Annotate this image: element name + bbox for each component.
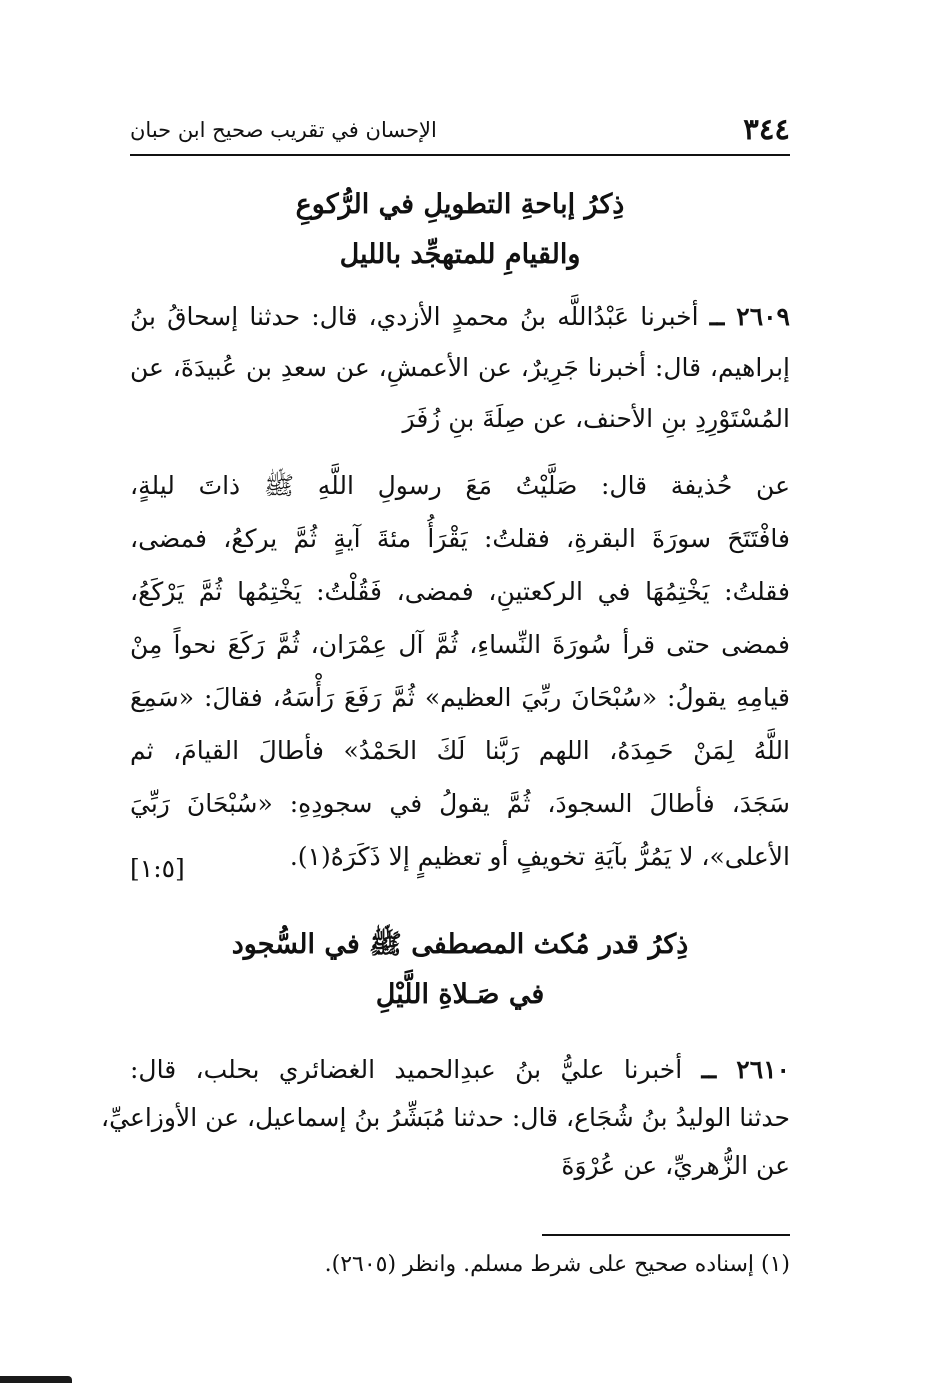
matn-line: فمضى حتى قرأ سُورَةَ النِّساءِ، ثُمَّ آل عِمْرَان، ثُمَّ رَكَعَ نحواً مِنْ: [130, 630, 790, 659]
hadith-number: ٢٦١٠ ــ: [701, 1055, 790, 1084]
book-title: الإحسان في تقريب صحيح ابن حبان: [130, 118, 437, 142]
footnote-rule: [542, 1234, 790, 1236]
chapter-heading-line: في صَـلاةِ اللَّيْلِ: [375, 979, 545, 1010]
matn-line: فافْتَتَحَ سورَةَ البقرةِ، فقلتُ: يَقْرَأُ مئةَ آيةٍ ثُمَّ يركعُ، فمضى،: [130, 524, 790, 553]
matn-line: اللَّهُ لِمَنْ حَمِدَهُ، اللهم رَبَّنا لَكَ الحَمْدُ» فأطالَ القيامَ، ثم: [130, 736, 790, 765]
running-header: [130, 108, 790, 156]
chain-line: حدثنا الوليدُ بنُ شُجَاع، قال: حدثنا مُبَشِّرُ بنُ إسماعيل، عن الأوزاعيِّ،: [101, 1103, 790, 1132]
chain-line: المُسْتَوْرِدِ بنِ الأحنف، عن صِلَةَ بنِ زُفَرَ: [402, 404, 790, 433]
matn-line: قيامِهِ يقولُ: «سُبْحَانَ ربِّيَ العظيم» ثُمَّ رَفَعَ رَأْسَهُ، فقالَ: «سَمِعَ: [130, 683, 790, 712]
scan-edge-mark: [0, 1376, 72, 1383]
matn-line: الأعلى»، لا يَمُرُّ بآيَةِ تخويفٍ أو تعظيمٍ إلا ذَكَرَهُ(١).: [289, 842, 790, 871]
chapter-heading-1: [130, 180, 790, 280]
chapter-heading-line: والقيامِ للمتهجِّد بالليل: [339, 239, 581, 270]
chapter-heading-line: ذِكرُ إباحةِ التطويلِ في الرُّكوعِ: [295, 189, 625, 220]
source-reference: [١:٥]: [130, 854, 185, 883]
chain-line: عن الزُّهريِّ، عن عُرْوَةَ: [561, 1151, 790, 1180]
chain-text: أخبرنا عليُّ بنُ عبدِالحميد الغضائري بحلب، قال:: [130, 1055, 683, 1084]
chain-line: إبراهيم، قال: أخبرنا جَرِيرٌ، عن الأعمشِ، عن سعدِ بن عُبيدَةَ، عن: [130, 353, 790, 382]
hadith-number: ٢٦٠٩ ــ: [709, 302, 790, 331]
chain-line: [130, 1046, 790, 1094]
hadith-2609-chain: [130, 291, 790, 444]
hadith-2610-chain: [101, 1046, 790, 1190]
page-number: ٣٤٤: [743, 112, 790, 146]
header-rule: [130, 154, 790, 156]
chain-text: أخبرنا عَبْدُاللَّه بنُ محمدٍ الأزدي، قال: حدثنا إسحاقُ بنُ: [130, 302, 699, 331]
chain-line: [130, 291, 790, 342]
matn-line: سَجَدَ، فأطالَ السجودَ، ثُمَّ يقولُ في سجودِهِ: «سُبْحَانَ رَبِّيَ: [130, 789, 790, 818]
footnote: (١) إسناده صحيح على شرط مسلم. وانظر (٢٦٠٥).: [324, 1252, 790, 1277]
matn-line: فقلتُ: يَخْتِمُهَا في الركعتينِ، فمضى، فَقُلْتُ: يَخْتِمُها ثُمَّ يَرْكَعُ،: [130, 577, 790, 606]
chapter-heading-line: ذِكرُ قدر مُكث المصطفى ﷺ في السُّجود: [231, 929, 689, 960]
hadith-2609-matn: [130, 459, 790, 883]
chapter-heading-2: [130, 920, 790, 1020]
matn-line: عن حُذيفة قال: صَلَّيْتُ مَعَ رسولِ اللَّهِ ﷺ ذاتَ ليلةٍ،: [130, 471, 790, 500]
